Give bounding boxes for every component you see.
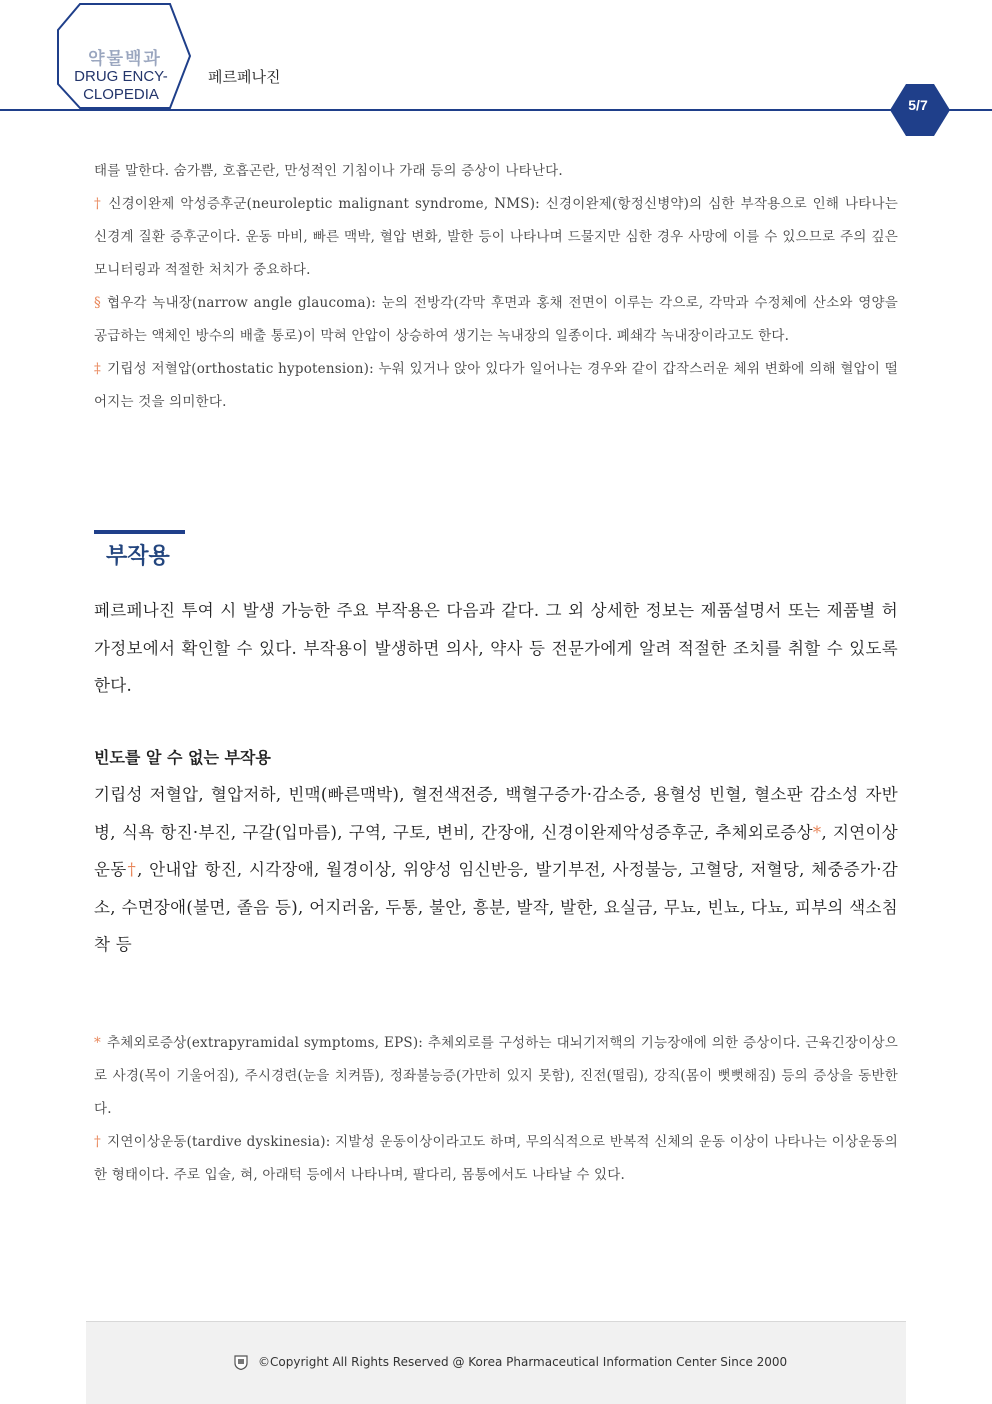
footnote-text: 추체외로증상(extrapyramidal symptoms, EPS): 추체외로를 구성하는 대뇌기저핵의 기능장애에 의한 증상이다. 근육긴장이상으로 사경(목이 기울어짐), 주시경련(눈을 치켜뜸), 정좌불능증(가만히 있지 못함), 진전(떨림), 강직(몸이 뻣뻣해짐) 등의 증상을 동반한다. [94, 1035, 898, 1117]
side-effects-list [94, 776, 898, 964]
footnote-continuation [94, 155, 898, 188]
page-footer [86, 1321, 906, 1404]
section-title-bar [94, 530, 185, 534]
footnote-text: 기립성 저혈압(orthostatic hypotension): 누워 있거나 앉아 있다가 일어나는 경우와 같이 갑작스러운 체위 변화에 의해 혈압이 떨어지는 것을 의미한다. [94, 361, 898, 410]
side-effects-text-3: , 안내압 항진, 시각장애, 월경이상, 위양성 임신반응, 발기부전, 사정불능, 고혈당, 저혈당, 체중증가·감소, 수면장애(불면, 졸음 등), 어지러움, 두통, 불안, 흥분, 발작, 발한, 요실금, 무뇨, 빈뇨, 다뇨, 피부의 색소침착 등 [94, 860, 898, 954]
section-title: 부작용 [106, 544, 170, 569]
page-number: 5/7 [908, 97, 928, 113]
dagger-mark: † [94, 196, 103, 212]
footnotes-top [94, 155, 898, 419]
kpic-shield-icon [234, 1354, 248, 1370]
footnote-text: 태를 말한다. 숨가쁨, 호흡곤란, 만성적인 기침이나 가래 등의 증상이 나타난다. [94, 163, 563, 179]
frequency-unknown-heading: 빈도를 알 수 없는 부작용 [94, 748, 271, 767]
footnote-text: 지연이상운동(tardive dyskinesia): 지발성 운동이상이라고도 하며, 무의식적으로 반복적 신체의 운동 이상이 나타나는 이상운동의 한 형태이다. 주로 입술, 혀, 아래턱 등에서 나타나며, 팔다리, 몸통에서도 나타날 수 있다. [94, 1134, 898, 1183]
asterisk-mark: * [812, 822, 822, 842]
footnotes-bottom [94, 1027, 898, 1192]
side-effects-text-2: , 지연이상운동 [94, 822, 899, 879]
asterisk-mark: * [94, 1035, 101, 1051]
side-effects-paragraph [94, 776, 898, 964]
section-intro [94, 592, 898, 705]
copyright-text: ©Copyright All Rights Reserved @ Korea Pharmaceutical Information Center Since 2000 [258, 1355, 788, 1369]
footnote-text: 협우각 녹내장(narrow angle glaucoma): 눈의 전방각(각막 후면과 홍채 전면이 이루는 각으로, 각막과 수정체에 산소와 영양을 공급하는 액체인 방수의 배출 통로)이 막혀 안압이 상승하여 생기는 녹내장의 일종이다. 폐쇄각 녹내장이라고도 한다. [94, 295, 898, 344]
double-dagger-mark: ‡ [94, 361, 102, 377]
footnote-eps [94, 1027, 898, 1126]
footnote-glaucoma [94, 287, 898, 353]
dagger-mark: † [94, 1134, 102, 1150]
logo-korean-text: 약물백과 [88, 49, 162, 69]
footnote-nms [94, 188, 898, 287]
footer-content [234, 1354, 787, 1370]
document-title: 페르페나진 [208, 68, 281, 86]
section-mark: § [94, 295, 101, 311]
page-header [0, 0, 992, 150]
dagger-mark: † [126, 860, 138, 879]
footnote-tardive-dyskinesia [94, 1126, 898, 1192]
intro-paragraph: 페르페나진 투여 시 발생 가능한 주요 부작용은 다음과 같다. 그 외 상세한 정보는 제품설명서 또는 제품별 허가정보에서 확인할 수 있다. 부작용이 발생하면 의사, 약사 등 전문가에게 알려 적절한 조치를 취할 수 있도록 한다. [94, 601, 898, 695]
logo-english-text: DRUG ENCY- CLOPEDIA [74, 68, 168, 103]
footnote-text: 신경이완제 악성증후군(neuroleptic malignant syndrome, NMS): 신경이완제(항정신병약)의 심한 부작용으로 인해 나타나는 신경계 질환 증후군이다. 운동 마비, 빠른 맥박, 혈압 변화, 발한 등이 나타나며 드물지만 심한 경우 사망에 이를 수 있으므로 주의 깊은 모니터링과 적절한 처치가 중요하다. [94, 196, 898, 278]
footnote-hypotension [94, 353, 898, 419]
side-effects-text-1: 기립성 저혈압, 혈압저하, 빈맥(빠른맥박), 혈전색전증, 백혈구증가·감소증, 용혈성 빈혈, 혈소판 감소성 자반병, 식욕 항진·부진, 구갈(입마름), 구역, 구토, 변비, 간장애, 신경이완제악성증후군, 추체외로증상 [94, 785, 898, 842]
